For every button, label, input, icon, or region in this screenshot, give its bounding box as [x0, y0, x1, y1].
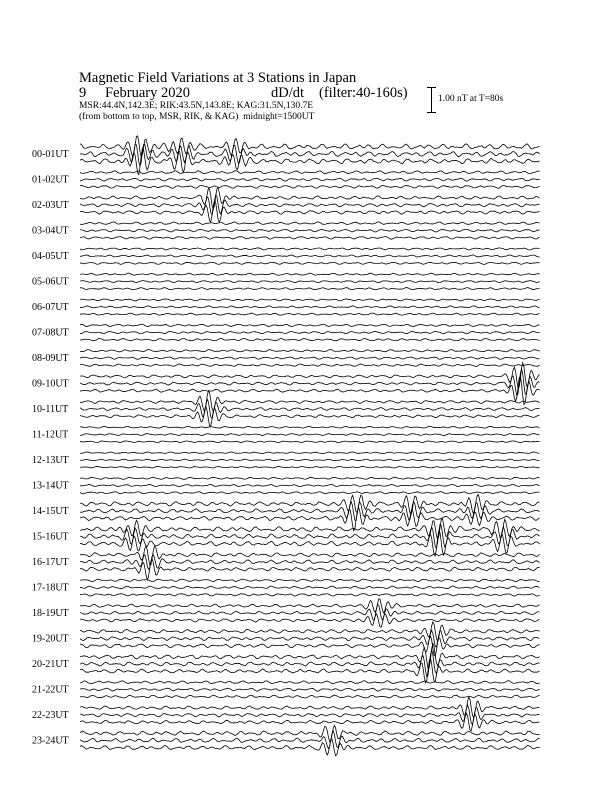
hour-label: 05-06UT — [32, 276, 69, 288]
trace-msr — [80, 364, 540, 366]
hour-label: 18-19UT — [32, 608, 69, 619]
hour-label: 03-04UT — [32, 225, 69, 237]
trace-rik — [80, 459, 540, 461]
hour-label: 22-23UT — [32, 710, 69, 721]
trace-msr — [80, 338, 540, 340]
trace-rik — [80, 524, 540, 548]
trace-kag — [80, 599, 540, 613]
trace-msr — [80, 658, 540, 683]
trace-rik — [80, 306, 540, 308]
trace-kag — [80, 725, 540, 741]
midnight-note: midnight=1500UT — [243, 112, 315, 122]
hour-label: 14-15UT — [32, 506, 69, 517]
trace-msr — [80, 185, 540, 188]
hour-label: 17-18UT — [32, 582, 69, 594]
trace-msr — [80, 237, 540, 240]
trace-msr — [80, 313, 540, 315]
trace-kag — [80, 324, 540, 326]
trace-msr — [80, 594, 540, 597]
trace-kag — [80, 299, 540, 301]
trace-msr — [80, 288, 540, 290]
trace-rik — [80, 650, 540, 677]
hour-label: 08-09UT — [32, 353, 69, 364]
hour-label: 15-16UT — [32, 531, 69, 543]
hour-label: 09-10UT — [32, 378, 69, 390]
trace-msr — [80, 441, 540, 443]
trace-rik — [80, 586, 540, 589]
hour-label: 01-02UT — [32, 174, 69, 186]
quantity-label: dD/dt — [271, 85, 305, 101]
filter-label: (filter:40-160s) — [319, 85, 408, 101]
hour-label: 07-08UT — [32, 327, 69, 339]
trace-kag — [80, 188, 540, 210]
trace-kag — [80, 426, 540, 428]
trace-kag — [80, 273, 540, 275]
trace-rik — [80, 357, 540, 359]
trace-kag — [80, 477, 540, 479]
trace-msr — [80, 695, 540, 698]
trace-rik — [80, 484, 540, 486]
trace-rik — [80, 604, 540, 620]
trace-msr — [80, 262, 540, 264]
hour-label: 10-11UT — [32, 404, 69, 415]
chart-title: Magnetic Field Variations at 3 Stations in Japan — [79, 70, 357, 86]
trace-rik — [80, 229, 540, 232]
trace-kag — [80, 579, 540, 582]
trace-kag — [80, 452, 540, 454]
trace-msr — [80, 466, 540, 468]
hour-label: 11-12UT — [32, 429, 69, 441]
order-note: (from bottom to top, MSR, RIK, & KAG) — [79, 112, 239, 122]
hour-label: 20-21UT — [32, 659, 69, 670]
trace-kag — [80, 681, 540, 684]
trace-rik — [80, 255, 540, 257]
hour-label: 21-22UT — [32, 684, 69, 696]
hour-label: 00-01UT — [32, 149, 69, 160]
trace-kag — [80, 349, 540, 351]
trace-msr — [80, 492, 540, 494]
hour-label: 16-17UT — [32, 557, 69, 568]
stations-line: MSR:44.4N,142.3E; RIK:43.5N,143.8E; KAG:31.5N,130.7E — [79, 101, 314, 111]
hour-label: 02-03UT — [32, 200, 69, 211]
hour-label: 19-20UT — [32, 633, 69, 645]
trace-kag — [80, 248, 540, 250]
trace-rik — [80, 434, 540, 436]
trace-msr — [80, 376, 540, 404]
trace-kag — [80, 495, 540, 515]
hour-label: 06-07UT — [32, 302, 69, 313]
trace-rik — [80, 688, 540, 691]
date-month-year: February 2020 — [105, 85, 190, 101]
hour-label: 23-24UT — [32, 735, 69, 747]
date-day: 9 — [79, 85, 87, 101]
trace-rik — [80, 281, 540, 283]
trace-rik — [80, 144, 540, 166]
hour-label: 13-14UT — [32, 480, 69, 492]
trace-kag — [80, 136, 540, 157]
hour-label: 04-05UT — [32, 251, 69, 262]
trace-kag — [80, 171, 540, 174]
trace-rik — [80, 630, 540, 647]
trace-kag — [80, 622, 540, 641]
trace-rik — [80, 369, 540, 396]
trace-msr — [80, 614, 540, 627]
scale-label: 1.00 nT at T=80s — [438, 94, 504, 104]
hour-label: 12-13UT — [32, 455, 69, 466]
trace-kag — [80, 222, 540, 225]
trace-rik — [80, 178, 540, 181]
trace-kag — [80, 391, 540, 411]
trace-rik — [80, 331, 540, 333]
